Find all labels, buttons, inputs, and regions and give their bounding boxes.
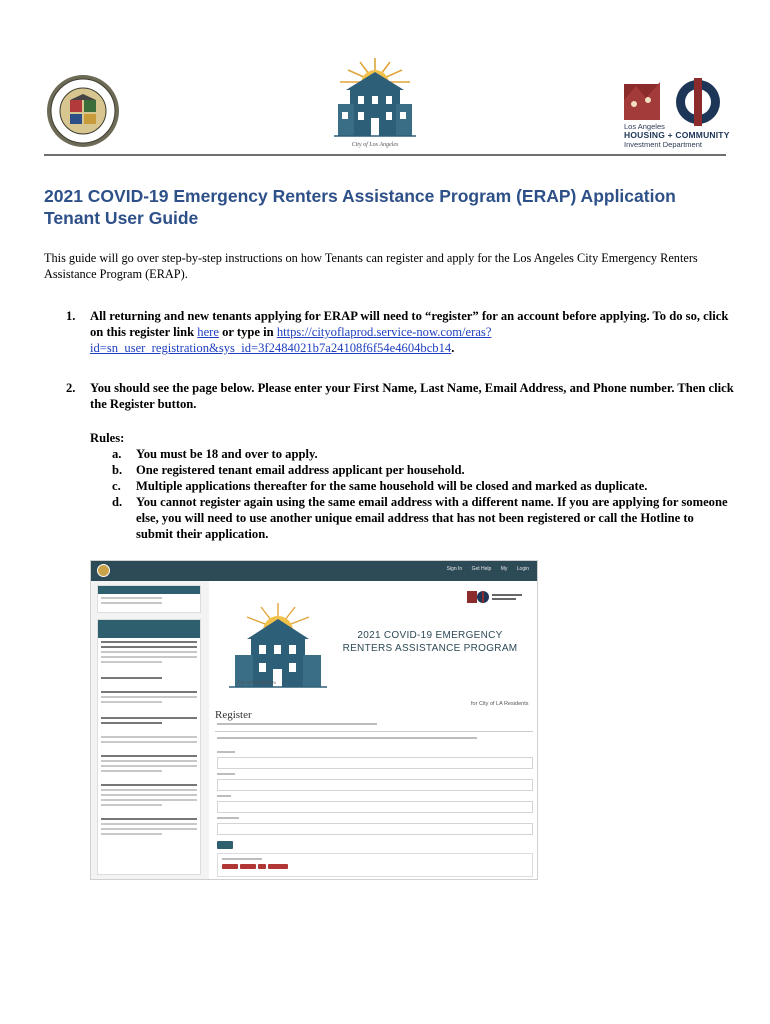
step-1-text — [90, 308, 740, 356]
sidebar-text-line — [101, 691, 197, 693]
support-link-button[interactable] — [222, 864, 238, 869]
sidebar-panel — [97, 619, 201, 875]
sidebar-text-line — [101, 717, 197, 719]
sidebar-text-line — [101, 760, 197, 762]
sidebar-text-line — [101, 770, 162, 772]
title-line-2: Tenant User Guide — [44, 208, 199, 228]
sidebar-panel-header — [98, 620, 200, 638]
sidebar-text-line — [101, 661, 162, 663]
email-label — [217, 795, 231, 797]
sidebar-text-line — [101, 789, 197, 791]
sidebar-text-line — [101, 799, 197, 801]
sidebar-text-line — [101, 597, 162, 599]
rule-letter: a. — [112, 447, 122, 461]
support-link-button[interactable] — [268, 864, 288, 869]
sidebar-text-line — [101, 722, 162, 724]
hcid-line1: Los Angeles — [624, 122, 665, 131]
rule-text: You cannot register again using the same email address with a different name. If you are applying for someone else, you will need to use another unique email address that has not been registered or call the Hotline to submit their application. — [136, 495, 728, 541]
rule-text: One registered tenant email address applicant per household. — [136, 463, 465, 477]
register-url-link[interactable]: https://cityoflaprod.service-now.com/eras?id=sn_user_registration&sys_id=3f2484021b7a24108f6f54e4604bcb14 — [90, 325, 492, 355]
registration-page-screenshot — [90, 560, 538, 880]
support-link-button[interactable] — [258, 864, 266, 869]
document-title — [44, 185, 734, 229]
sidebar-text-line — [101, 784, 197, 786]
rule-item — [90, 494, 730, 542]
rule-letter: c. — [112, 479, 121, 493]
header-divider — [44, 154, 726, 156]
step-1-text-before: All returning and new tenants applying for ERAP will need to “register” for an account before applying. To do so, click on this register link — [90, 309, 729, 339]
form-divider — [215, 731, 533, 732]
rules-heading: Rules: — [90, 431, 125, 445]
register-button[interactable] — [217, 841, 233, 849]
sidebar-text-line — [101, 736, 197, 738]
sidebar-text-line — [101, 755, 197, 757]
step-1-text-middle: or type in — [218, 325, 277, 339]
sidebar-text-line — [101, 646, 197, 648]
links-heading-line — [222, 858, 262, 860]
register-here-link[interactable]: here — [197, 325, 219, 339]
step-1-number: 1. — [66, 309, 76, 323]
first-name-label — [217, 751, 235, 753]
title-line-1: 2021 COVID-19 Emergency Renters Assistance Program (ERAP) Application — [44, 186, 676, 206]
hcid-line3: Investment Department — [624, 140, 702, 149]
portal-banner-title — [335, 629, 525, 655]
erap-house-logo — [330, 54, 420, 149]
banner-line-1: 2021 COVID-19 EMERGENCY — [357, 630, 503, 641]
rule-text: You must be 18 and over to apply. — [136, 447, 318, 461]
portal-nav-item[interactable]: Login — [516, 566, 529, 572]
sidebar-text-line — [101, 828, 197, 830]
rule-text: Multiple applications thereafter for the same household will be closed and marked as duplicate. — [136, 479, 648, 493]
sidebar-text-line — [101, 602, 162, 604]
sidebar-text-line — [101, 656, 197, 658]
rule-item — [90, 462, 730, 478]
support-link-button[interactable] — [240, 864, 256, 869]
sidebar-text-line — [101, 741, 197, 743]
form-instructions-line — [217, 737, 477, 739]
portal-byline: for City of LA Residents — [471, 701, 529, 707]
rule-letter: d. — [112, 495, 123, 509]
last-name-field[interactable] — [217, 779, 533, 791]
step-1-text-after: . — [451, 341, 455, 355]
portal-hcid-logo — [467, 589, 527, 605]
step-2-text: You should see the page below. Please enter your First Name, Last Name, Email Address, and Phone number. Then click the Register button. — [90, 381, 734, 411]
sidebar-text-line — [101, 794, 197, 796]
portal-top-bar — [91, 561, 537, 581]
sidebar-text-line — [101, 677, 162, 679]
portal-nav — [439, 566, 529, 572]
portal-seal-icon — [97, 564, 110, 577]
sidebar-text-line — [101, 823, 197, 825]
portal-main — [213, 581, 535, 879]
email-field[interactable] — [217, 801, 533, 813]
rule-item — [90, 478, 730, 494]
sidebar-text-line — [101, 651, 197, 653]
portal-house-illustration — [223, 597, 333, 707]
sidebar-text-line — [101, 818, 197, 820]
portal-nav-item[interactable]: Sign In — [446, 566, 463, 572]
phone-field[interactable] — [217, 823, 533, 835]
phone-label — [217, 817, 239, 819]
sidebar-text-line — [101, 641, 197, 643]
step-2-number: 2. — [66, 381, 76, 395]
sidebar-text-line — [101, 804, 162, 806]
banner-line-2: RENTERS ASSISTANCE PROGRAM — [342, 643, 518, 654]
sidebar-text-line — [101, 701, 162, 703]
rule-item — [90, 446, 730, 462]
first-name-field[interactable] — [217, 757, 533, 769]
sidebar-panel-header — [98, 586, 200, 594]
sidebar-text-line — [101, 696, 197, 698]
intro-paragraph: This guide will go over step-by-step instructions on how Tenants can register and apply for the Los Angeles City Emergency Renters Assistance Program (ERAP). — [44, 251, 698, 281]
register-form-title: Register — [215, 709, 252, 721]
sidebar-text-line — [101, 833, 162, 835]
portal-nav-item[interactable]: My — [500, 566, 508, 572]
hcid-line2: HOUSING + COMMUNITY — [624, 130, 730, 140]
city-seal-logo — [46, 74, 120, 148]
hcid-wordmark — [624, 122, 734, 149]
sidebar-text-line — [101, 765, 197, 767]
house-caption: City of Los Angeles — [351, 142, 399, 148]
portal-city-caption: City of Los Angeles — [237, 681, 276, 686]
portal-sidebar — [91, 581, 209, 879]
last-name-label — [217, 773, 235, 775]
sidebar-panel — [97, 585, 201, 613]
form-subtitle-line — [217, 723, 377, 725]
rules-block — [90, 430, 730, 542]
portal-nav-item[interactable]: Get Help — [471, 566, 492, 572]
supporting-links-box — [217, 853, 533, 877]
rule-letter: b. — [112, 463, 123, 477]
